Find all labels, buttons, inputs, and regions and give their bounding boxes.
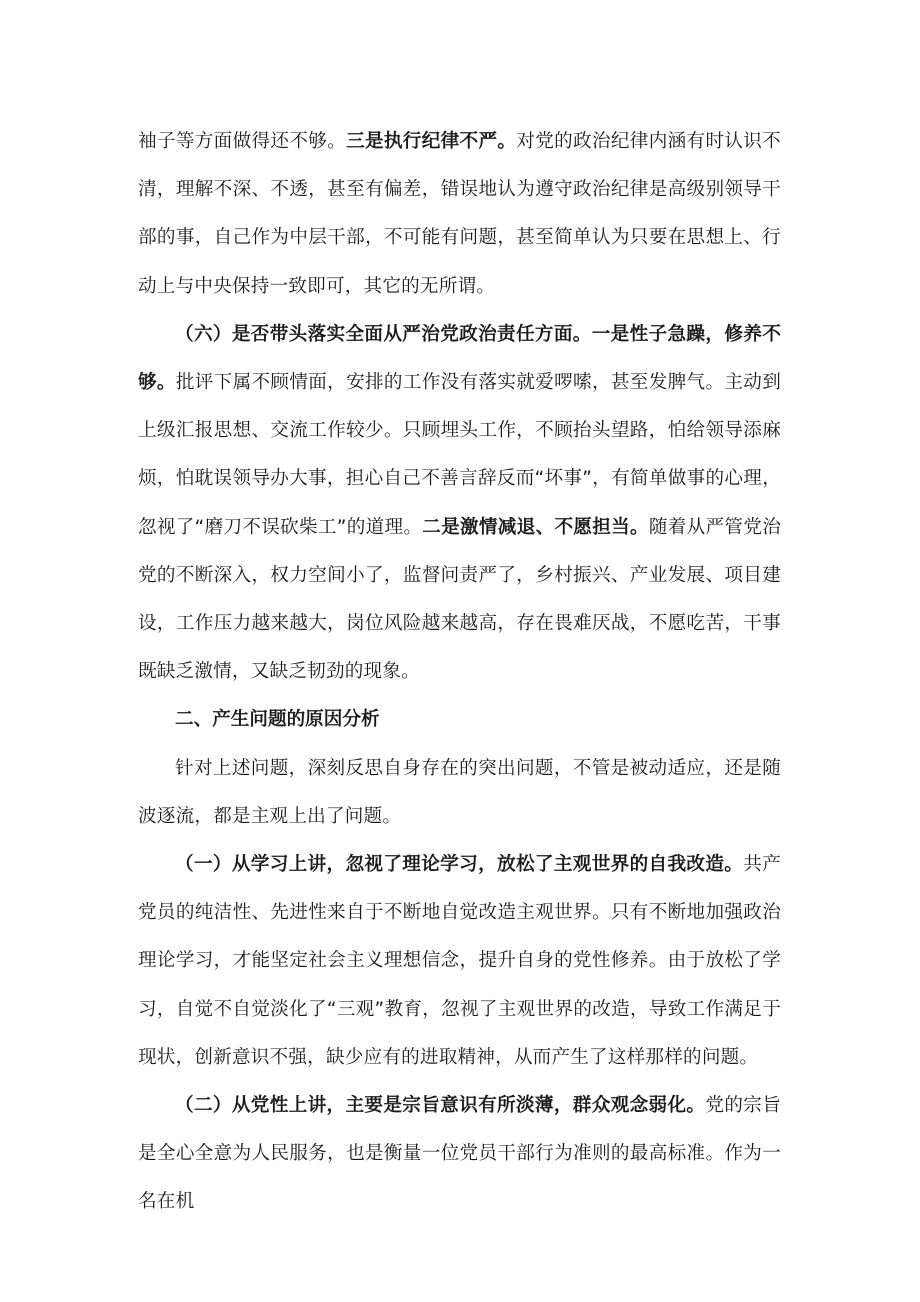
- text-run: 批评下属不顾情面，安排的工作没有落实就爱啰嗦，甚至发脾气。主动到上级汇报思想、交流工作较少。只顾埋头工作，不顾抬头望路，怕给领导添麻烦，怕耽误领导办大事，担心自己不善言辞反而“坏事”，有简单做事的心理，忽视了“磨刀不误砍柴工”的道理。: [138, 372, 782, 538]
- bold-run: （一）从学习上讲，忽视了理论学习，放松了主观世界的自我改造。: [175, 854, 744, 876]
- document-body: [138, 118, 781, 1227]
- paragraph-discipline: [138, 118, 781, 311]
- paragraph-intro-analysis: [138, 745, 781, 841]
- text-run: 党的宗旨是全心全意为人民服务，也是衡量一位党员干部行为准则的最高标准。作为一名在机: [138, 1095, 781, 1213]
- text-run: 随着从严管党治党的不断深入，权力空间小了，监督问责严了，乡村振兴、产业发展、项目建设，工作压力越来越大，岗位风险越来越高，存在畏难厌战，不愿吃苦，干事既缺乏激情，又缺乏韧劲的现象。: [138, 516, 781, 683]
- text-run: 对党的政治纪律内涵有时认识不清，理解不深、不透，甚至有偏差，错误地认为遵守政治纪律是高级别领导干部的事，自己作为中层干部，不可能有问题，甚至简单认为只要在思想上、行动上与中央保持一致即可，其它的无所谓。: [138, 131, 781, 297]
- paragraph-study: [138, 841, 781, 1082]
- text-run: 共产党员的纯洁性、先进性来自于不断地自觉改造主观世界。只有不断地加强政治理论学习，才能坚定社会主义理想信念，提升自身的党性修养。由于放松了学习，自觉不自觉淡化了“三观”教育，忽视了主观世界的改造，导致工作满足于现状，创新意识不强，缺少应有的进取精神，从而产生了这样那样的问题。: [138, 854, 781, 1068]
- text-run: 袖子等方面做得还不够。: [138, 131, 347, 152]
- heading-text: 二、产生问题的原因分析: [175, 709, 380, 731]
- bold-run: （二）从党性上讲，主要是宗旨意识有所淡薄，群众观念弱化。: [175, 1095, 706, 1117]
- paragraph-party-spirit: [138, 1082, 781, 1227]
- bold-run: （六）是否带头落实全面从严治党政治责任方面。一是性子急躁，修养不够。: [138, 323, 781, 394]
- section-heading-cause-analysis: [138, 696, 781, 744]
- paragraph-section-six: [138, 311, 781, 697]
- bold-run: 二是激情减退、不愿担当。: [422, 516, 649, 538]
- text-run: 针对上述问题，深刻反思自身存在的突出问题，不管是被动适应，还是随波逐流，都是主观上出了问题。: [138, 757, 781, 827]
- bold-run: 三是执行纪律不严。: [346, 131, 517, 152]
